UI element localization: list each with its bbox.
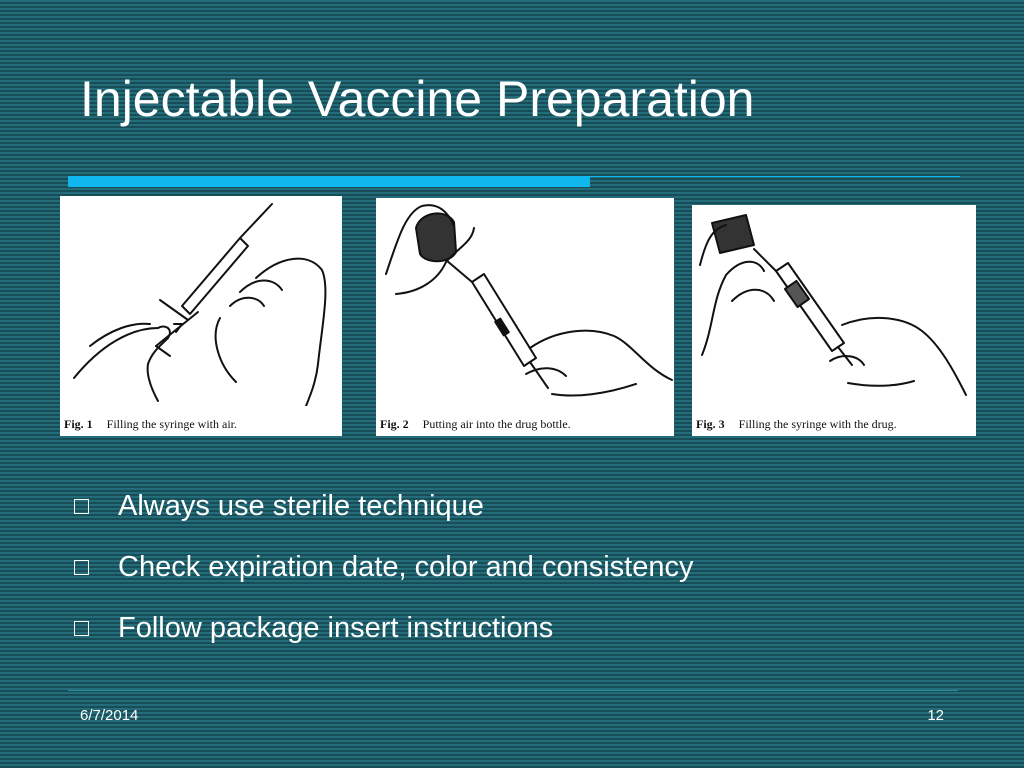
page-number: 12 — [927, 707, 944, 724]
syringe-illustration-1 — [60, 196, 342, 406]
bullet-list — [74, 476, 693, 659]
checkbox-bullet-icon — [74, 560, 89, 575]
title-accent-line — [590, 176, 960, 177]
syringe-illustration-2 — [376, 198, 674, 406]
slide-title: Injectable Vaccine Preparation — [80, 71, 755, 127]
figure-3-label: Fig. 3 — [696, 417, 725, 431]
bullet-item — [74, 537, 693, 598]
figure-1 — [60, 196, 342, 436]
bullet-text: Follow package insert instructions — [118, 612, 554, 644]
figure-2-label: Fig. 2 — [380, 417, 409, 431]
footer-date: 6/7/2014 — [80, 707, 139, 724]
figure-3-caption-row — [696, 417, 972, 432]
figure-3-caption: Filling the syringe with the drug. — [738, 417, 897, 431]
checkbox-bullet-icon — [74, 621, 89, 636]
bullet-item — [74, 598, 693, 659]
figure-1-caption-row — [64, 417, 338, 432]
bullet-item — [74, 476, 693, 537]
syringe-illustration-3 — [692, 205, 976, 405]
figure-3 — [692, 205, 976, 436]
figure-2-caption-row — [380, 417, 670, 432]
title-accent-bar — [68, 176, 590, 187]
figure-1-caption: Filling the syringe with air. — [106, 417, 237, 431]
checkbox-bullet-icon — [74, 499, 89, 514]
figure-2 — [376, 198, 674, 436]
bullet-text: Always use sterile technique — [118, 490, 484, 522]
figure-2-caption: Putting air into the drug bottle. — [422, 417, 571, 431]
figure-1-label: Fig. 1 — [64, 417, 93, 431]
footer-divider — [68, 690, 958, 691]
bullet-text: Check expiration date, color and consistency — [118, 551, 694, 583]
